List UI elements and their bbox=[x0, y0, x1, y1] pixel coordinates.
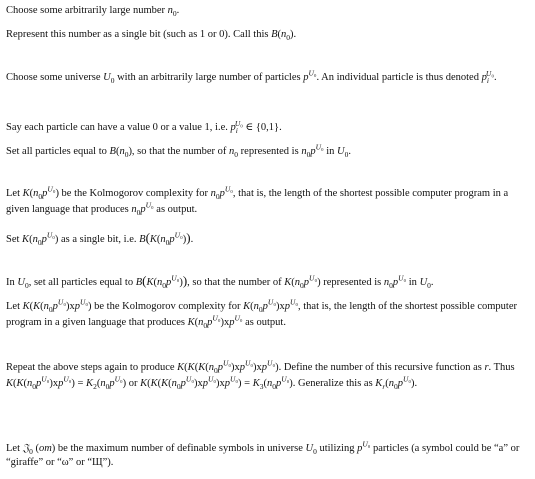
paragraph-10: Repeat the above steps again to produce $K(K(K(n_0p^{U_0})xp^{U_0})xp^{U_0})$. Define the number of this recursive function as r. Thus $K(K(n_0p^{U_0})xp^{U_0}) = K_2(n_0p^{U_0})$ or $K(K(K(n_0p^{U_0})xp^{U_0})xp^{U_0}) = K_3(n_0p^{U_0})$. Generalize this as $K_r(n_0p^{U_0})$. bbox=[6, 358, 515, 392]
paragraph-4: Say each particle can have a value 0 or a value 1, i.e. $p_i^{U_0}$ ∈ {0,1}. bbox=[6, 118, 282, 136]
paragraph-3: Choose some universe $U_0$ with an arbitrarily large number of particles $p^{U_0}$. An individual particle is thus denoted $p_i^{U_0}$. bbox=[6, 68, 497, 86]
paragraph-7: Set $K(n_0p^{U_0})$ as a single bit, i.e. $B(K(n_0p^{U_0}))$. bbox=[6, 230, 194, 248]
paragraph-9: Let $K(K(n_0p^{U_0})xp^{U_0})$ be the Kolmogorov complexity for $K(n_0p^{U_0})xp^{U_0}$, that is, the length of the shortest possible computer program in a given language that produces $K(n_0p^{U_0})xp^{U_0}$ as output. bbox=[6, 297, 518, 331]
paragraph-1: Choose some arbitrarily large number $n_0$. bbox=[6, 5, 180, 19]
paragraph-8: In $U_0$, set all particles equal to $B(K(n_0p^{U_0}))$, so that the number of $K(n_0p^{U_0})$ represented is $n_0p^{U_0}$ in $U_0$. bbox=[6, 273, 434, 291]
paragraph-5: Set all particles equal to $B(n_0)$, so that the number of $n_0$ represented is $n_0p^{U_0}$ in $U_0$. bbox=[6, 142, 352, 160]
paragraph-6: Let $K(n_0p^{U_0})$ be the Kolmogorov complexity for $n_0p^{U_0}$, that is, the length of the shortest possible computer program in a given language that produces $n_0p^{U_0}$ as output. bbox=[6, 184, 509, 218]
paragraph-2: Represent this number as a single bit (such as 1 or 0). Call this $B(n_0)$. bbox=[6, 29, 297, 43]
paragraph-11: Let 𝔍$_0$ (om) be the maximum number of definable symbols in universe $U_0$ utilizing $p^{U_0}$ particles (a symbol could be “a” or “giraffe” or “ω” or “Щ”). bbox=[6, 439, 520, 468]
